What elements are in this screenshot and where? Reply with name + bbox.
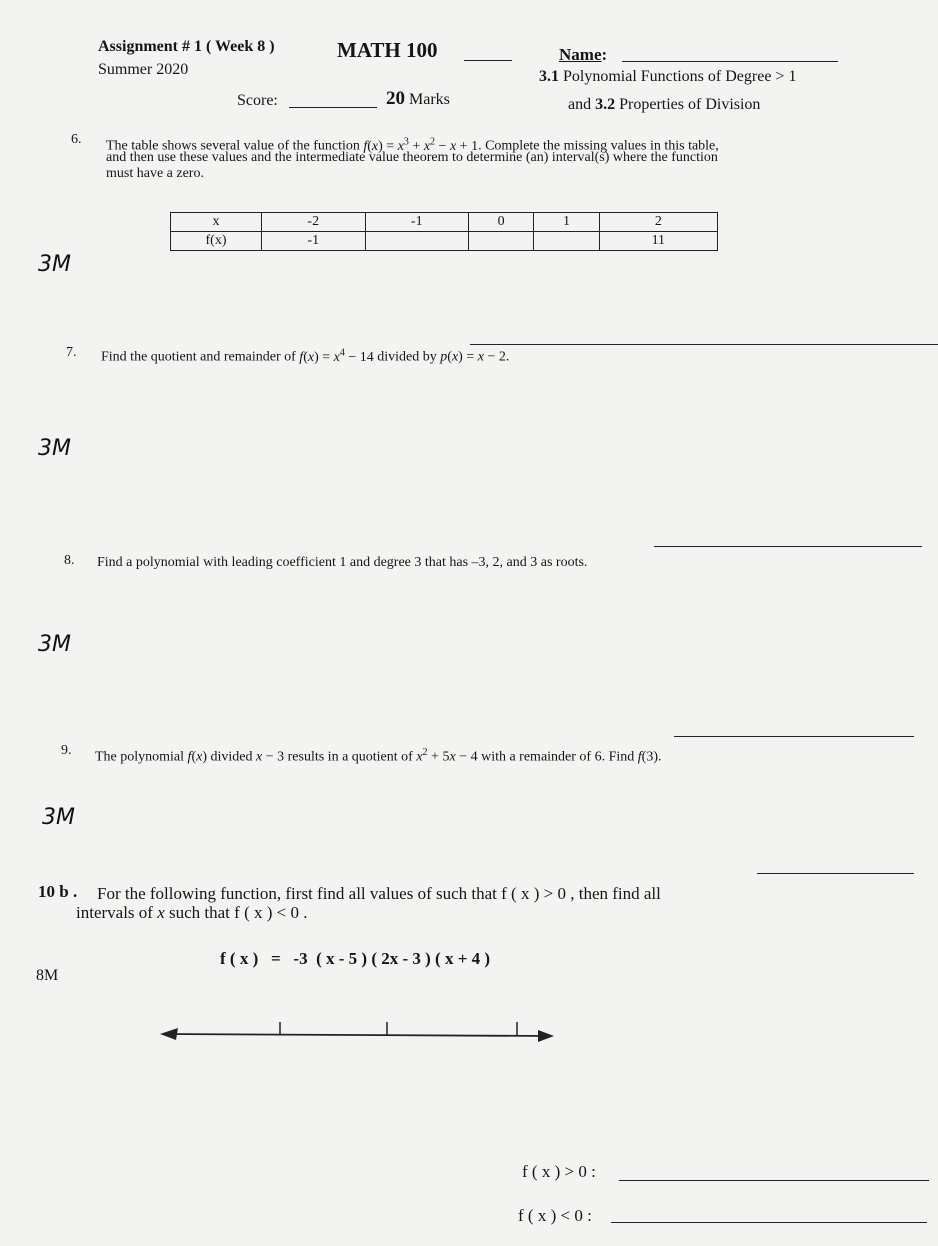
q10-text-line1: For the following function, first find all values of such that f ( x ) > 0 , then find all [97,884,661,903]
q8-number: 8. [64,553,75,568]
answer-negative-field[interactable] [611,1222,927,1223]
number-line-right-arrow [538,1030,554,1042]
table-cell-blank[interactable] [365,232,469,251]
q10-function: f ( x ) = -3 ( x - 5 ) ( 2x - 3 ) ( x + 4 ) [220,949,491,968]
q6-text-line1: The table shows several value of the function $f(x) = x^3 + x^2 - x + 1$. Complete the missing values in this table, [106,136,719,154]
score-field[interactable] [289,107,377,108]
topic-3-2: and 3.2 Properties of Division [568,96,761,113]
table-cell: 11 [599,232,717,251]
q8-answer-line[interactable] [674,736,914,737]
q6-value-table [170,212,718,251]
q7-marks: 3M [38,436,71,461]
q10-text-line2: intervals of x such that f ( x ) < 0 . [76,903,308,922]
number-line[interactable] [150,1012,570,1052]
course-section-blank [464,60,512,61]
q7-dividend: $f(x) = x^4 - 14$ [299,347,374,365]
table-cell: 0 [469,213,534,232]
answer-positive-field[interactable] [619,1180,929,1181]
q9-number: 9. [61,743,72,758]
table-header-x: x [171,213,262,232]
q7-text: Find the quotient and remainder of $f(x) = x^4 - 14$ divided by p(x) = x − 2. [101,347,510,365]
q6-number: 6. [71,132,82,147]
assignment-title: Assignment # 1 ( Week 8 ) [98,38,275,55]
q6-text-line3: must have a zero. [106,166,204,181]
topic-3-1: 3.1 Polynomial Functions of Degree > 1 [539,68,797,85]
q7-answer-line[interactable] [654,546,922,547]
name-field[interactable] [622,61,838,62]
name-label: Name: [559,45,608,64]
course-title: MATH 100 [337,38,438,62]
answer-positive-label: f ( x ) > 0 : [522,1162,596,1181]
table-cell: 1 [534,213,599,232]
q9-marks: 3M [42,805,75,830]
q6-function: $f(x) = x^3 + x^2 - x + 1$ [363,136,479,154]
table-header-fx: f(x) [171,232,262,251]
q8-marks: 3M [38,632,71,657]
total-marks: 20 Marks [386,88,450,109]
table-cell: -1 [365,213,469,232]
q9-text: The polynomial f(x) divided x − 3 results in a quotient of $x^2 + 5x - 4$ with a remainder of 6. Find f(3). [95,747,662,765]
q7-divisor: p(x) = x − 2. [440,349,510,365]
q6-answer-line[interactable] [470,344,938,345]
q6-marks: 3M [38,252,71,277]
q9-answer-line[interactable] [757,873,914,874]
number-line-left-arrow [160,1028,178,1040]
table-cell-blank[interactable] [534,232,599,251]
term-label: Summer 2020 [98,61,189,78]
q10-number: 10 b . [38,882,78,901]
score-label: Score: [237,92,278,109]
table-cell: 2 [599,213,717,232]
table-cell: -1 [262,232,366,251]
table-cell-blank[interactable] [469,232,534,251]
q8-text: Find a polynomial with leading coefficient 1 and degree 3 that has –3, 2, and 3 as roots. [97,555,588,570]
answer-negative-label: f ( x ) < 0 : [518,1206,592,1225]
q7-number: 7. [66,345,77,360]
table-cell: -2 [262,213,366,232]
table-row-fx [171,232,718,251]
q10-marks: 8M [36,967,59,984]
table-row-x [171,213,718,232]
q6-text-line2: and then use these values and the intermediate value theorem to determine (an) interval(s) where the function [106,150,718,165]
